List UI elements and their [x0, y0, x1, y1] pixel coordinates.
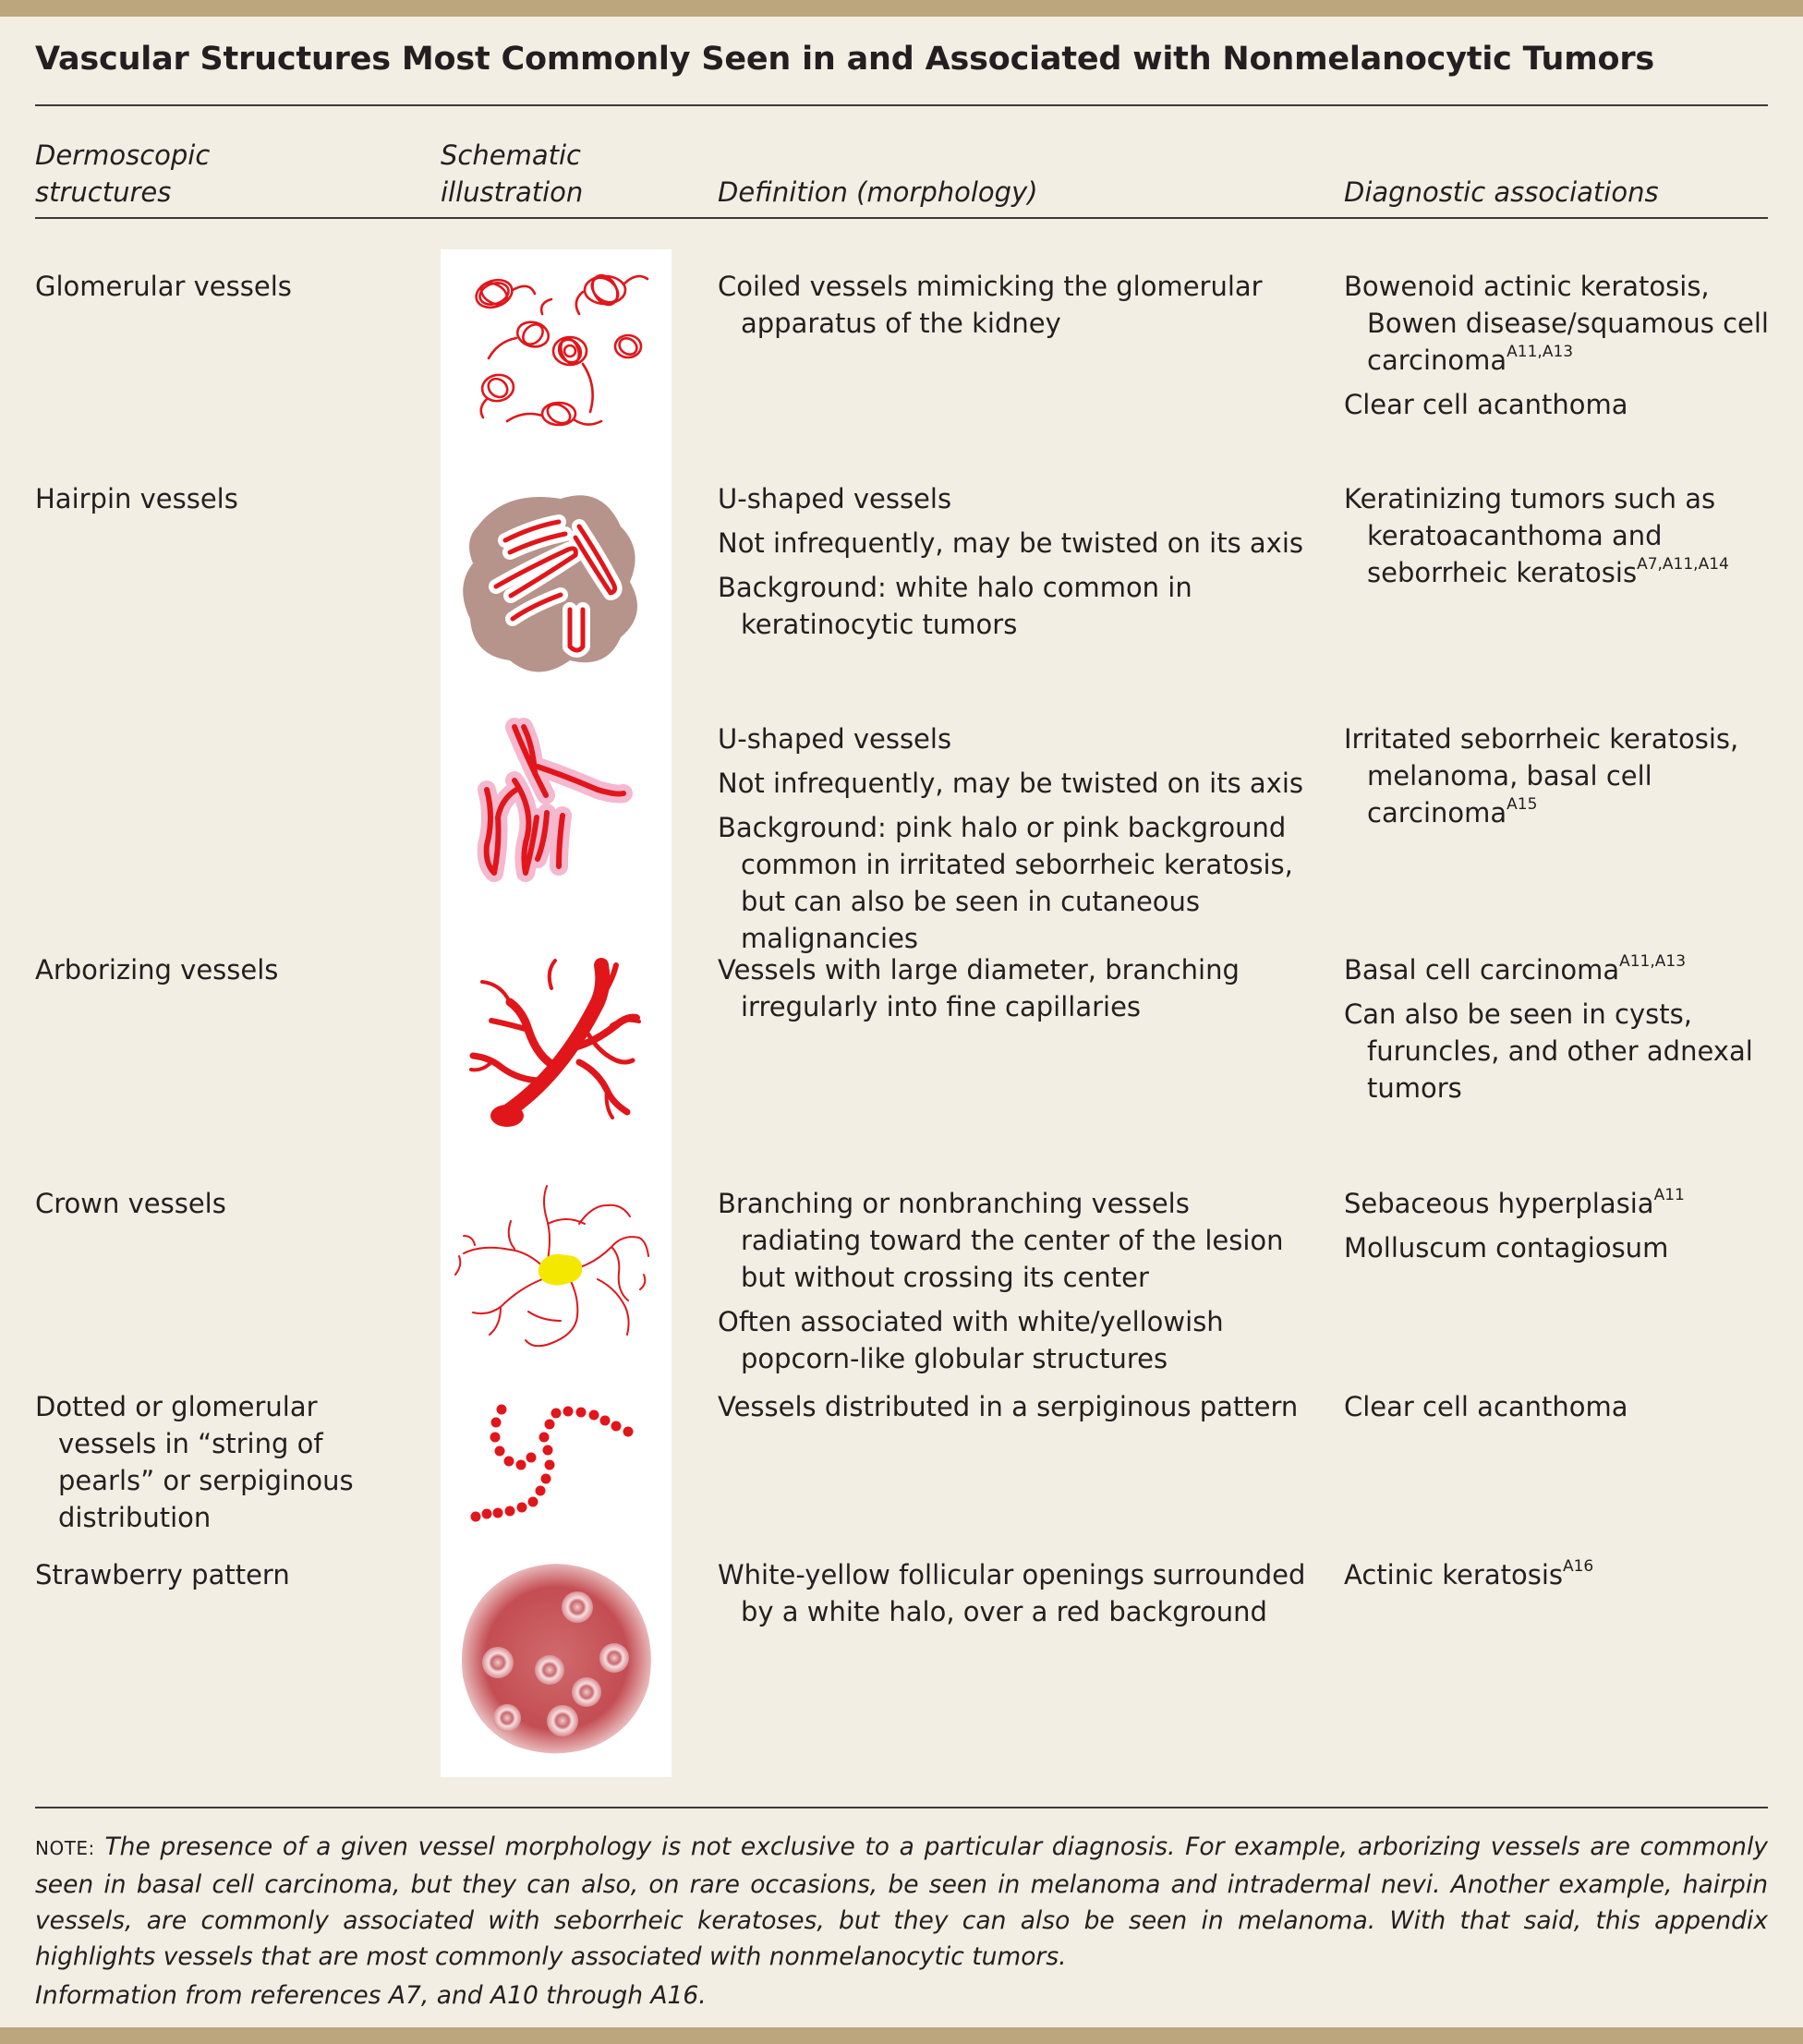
row-definition: [718, 1388, 1309, 1433]
dotted-vessel-dot: [576, 1408, 587, 1418]
row-definition: [718, 480, 1309, 650]
association-text: Clear cell acanthoma: [1344, 389, 1628, 420]
dotted-vessel-dot: [600, 1416, 611, 1426]
dotted-vessel-dot: [517, 1503, 527, 1513]
row-associations: [1344, 720, 1769, 839]
dotted-vessel-dot: [505, 1506, 515, 1517]
structure-text: Crown vessels: [35, 1188, 226, 1219]
dotted-vessel-dot: [623, 1427, 634, 1437]
association-text: Clear cell acanthoma: [1344, 1391, 1628, 1422]
row-definition: [718, 951, 1309, 1033]
reference-superscript: A7,A11,A14: [1637, 555, 1729, 574]
definition-line: Not infrequently, may be twisted on its axis: [718, 768, 1303, 799]
row-structure-name: [35, 1185, 414, 1229]
dotted-vessel-dot: [495, 1446, 505, 1457]
definition-line: Coiled vessels mimicking the glomerular apparatus of the kidney: [718, 271, 1263, 339]
structure-text: Arborizing vessels: [35, 954, 279, 986]
dotted-vessel-dot: [589, 1410, 599, 1421]
association-text: Basal cell carcinoma: [1344, 954, 1620, 986]
dotted-vessel-dot: [504, 1457, 514, 1467]
dotted-vessel-dot: [491, 1418, 502, 1428]
dotted-vessel-dot: [563, 1407, 574, 1417]
row-associations: [1344, 268, 1769, 430]
row-associations: [1344, 1185, 1769, 1274]
row-definition: [718, 1556, 1309, 1638]
association-line: [1344, 720, 1769, 831]
hairpin-vessels-white-halo-icon: [450, 471, 662, 683]
row-definition: [718, 1185, 1309, 1385]
glomerular-vessels-icon: [450, 259, 662, 443]
association-line: [1344, 1388, 1769, 1425]
definition-line: Branching or nonbranching vessels radiating toward the center of the lesion but without crossing its center: [718, 1188, 1284, 1293]
hairpin-vessels-pink-halo-icon: [450, 716, 662, 882]
row-associations: [1344, 480, 1769, 599]
reference-superscript: A11,A13: [1619, 952, 1687, 971]
row-structure-name: [35, 951, 414, 996]
note-label: NOTE:: [35, 1837, 95, 1859]
string-of-pearls-icon: [450, 1385, 662, 1524]
information-sources: Information from references A7, and A10 through A16.: [35, 1981, 707, 2010]
row-structure-name: [35, 1388, 414, 1543]
arborizing-vessels-icon: [450, 951, 662, 1145]
header-structures: Dermoscopic structures: [35, 139, 211, 208]
table-note: [35, 1829, 1768, 1975]
association-text: Irritated seborrheic keratosis, melanoma, basal cell carcinoma: [1344, 723, 1739, 828]
bottom-band: [0, 2027, 1803, 2044]
header-illustration: Schematic illustration: [441, 139, 584, 208]
dotted-vessel-dot: [490, 1433, 501, 1443]
header-rule: [35, 217, 1768, 219]
association-line: [1344, 268, 1769, 379]
row-definition: [718, 268, 1309, 349]
row-associations: [1344, 1556, 1769, 1601]
crown-vessels-icon: [450, 1182, 662, 1358]
header-associations: Diagnostic associations: [1344, 176, 1659, 208]
row-structure-name: [35, 720, 414, 728]
dotted-vessel-dot: [611, 1421, 622, 1432]
definition-line: Background: pink halo or pink background common in irritated seborrheic keratosis, but can also be seen in cutaneous malignancies: [718, 812, 1293, 954]
association-line: [1344, 996, 1769, 1107]
association-line: [1344, 1185, 1769, 1222]
definition-line: Background: white halo common in keratinocytic tumors: [718, 572, 1192, 640]
dotted-vessel-dot: [541, 1474, 551, 1484]
dotted-vessel-dot: [528, 1497, 538, 1507]
footer-rule: [35, 1807, 1768, 1808]
dotted-vessel-dot: [482, 1509, 492, 1519]
definition-line: White-yellow follicular openings surrounded by a white halo, over a red background: [718, 1559, 1306, 1627]
row-structure-name: [35, 1556, 414, 1601]
dotted-vessel-dot: [493, 1508, 503, 1518]
dotted-vessel-dot: [551, 1409, 562, 1419]
definition-line: Not infrequently, may be twisted on its axis: [718, 527, 1303, 559]
reference-superscript: A15: [1507, 795, 1538, 814]
association-line: [1344, 1229, 1769, 1266]
row-associations: [1344, 1388, 1769, 1433]
dotted-vessel-dot: [471, 1512, 481, 1522]
definition-line: U-shaped vessels: [718, 483, 952, 514]
association-text: Bowenoid actinic keratosis, Bowen disease/squamous cell carcinoma: [1344, 271, 1769, 376]
association-line: [1344, 951, 1769, 988]
title-rule: [35, 104, 1768, 106]
dotted-vessel-dot: [545, 1460, 555, 1470]
structure-text: Dotted or glomerular vessels in “string of pearls” or serpiginous distribution: [35, 1391, 354, 1533]
definition-line: Often associated with white/yellowish popcorn-like globular structures: [718, 1306, 1224, 1374]
row-definition: [718, 720, 1309, 964]
dotted-vessel-dot: [543, 1445, 553, 1456]
association-line: [1344, 480, 1769, 591]
association-text: Actinic keratosis: [1344, 1559, 1563, 1590]
structure-text: Glomerular vessels: [35, 271, 292, 302]
association-text: Can also be seen in cysts, furuncles, and other adnexal tumors: [1344, 998, 1753, 1104]
reference-superscript: A16: [1562, 1557, 1594, 1576]
dotted-vessel-dot: [545, 1420, 555, 1430]
dotted-vessel-dot: [516, 1460, 526, 1470]
definition-line: Vessels distributed in a serpiginous pattern: [718, 1391, 1299, 1422]
association-line: [1344, 1556, 1769, 1593]
dotted-vessel-dot: [497, 1405, 507, 1415]
row-associations: [1344, 951, 1769, 1114]
note-text: The presence of a given vessel morphology is not exclusive to a particular diagnosis. For example, arborizing vessels are commonly seen in basal cell carcinoma, but they can also, on rare occasions, be seen in melanoma and intradermal nevi. Another example, hairpin vessels, are commonly associated with seborrheic keratoses, but they can also be seen in melanoma. With that said, this appendix highlights vessels that are most commonly associated with nonmelanocytic tumors.: [35, 1832, 1768, 1971]
top-band: [0, 0, 1803, 17]
header-definition: Definition (morphology): [718, 176, 1038, 208]
structure-text: Hairpin vessels: [35, 483, 238, 514]
association-text: Sebaceous hyperplasia: [1344, 1188, 1654, 1219]
table-title: Vascular Structures Most Commonly Seen in and Associated with Nonmelanocytic Tumors: [35, 41, 1655, 78]
association-line: [1344, 386, 1769, 423]
definition-line: U-shaped vessels: [718, 723, 952, 755]
reference-superscript: A11: [1653, 1186, 1685, 1204]
reference-superscript: A11,A13: [1507, 343, 1574, 361]
row-structure-name: [35, 268, 414, 312]
association-text: Molluscum contagiosum: [1344, 1232, 1669, 1264]
strawberry-pattern-icon: [450, 1556, 662, 1760]
dotted-vessel-dot: [536, 1486, 546, 1496]
dotted-vessel-dot: [526, 1453, 537, 1463]
structure-text: Strawberry pattern: [35, 1559, 290, 1590]
dotted-vessel-dot: [539, 1433, 550, 1443]
definition-line: Vessels with large diameter, branching irregularly into fine capillaries: [718, 954, 1240, 1022]
association-text: Keratinizing tumors such as keratoacanthoma and seborrheic keratosis: [1344, 483, 1716, 588]
row-structure-name: [35, 480, 414, 525]
